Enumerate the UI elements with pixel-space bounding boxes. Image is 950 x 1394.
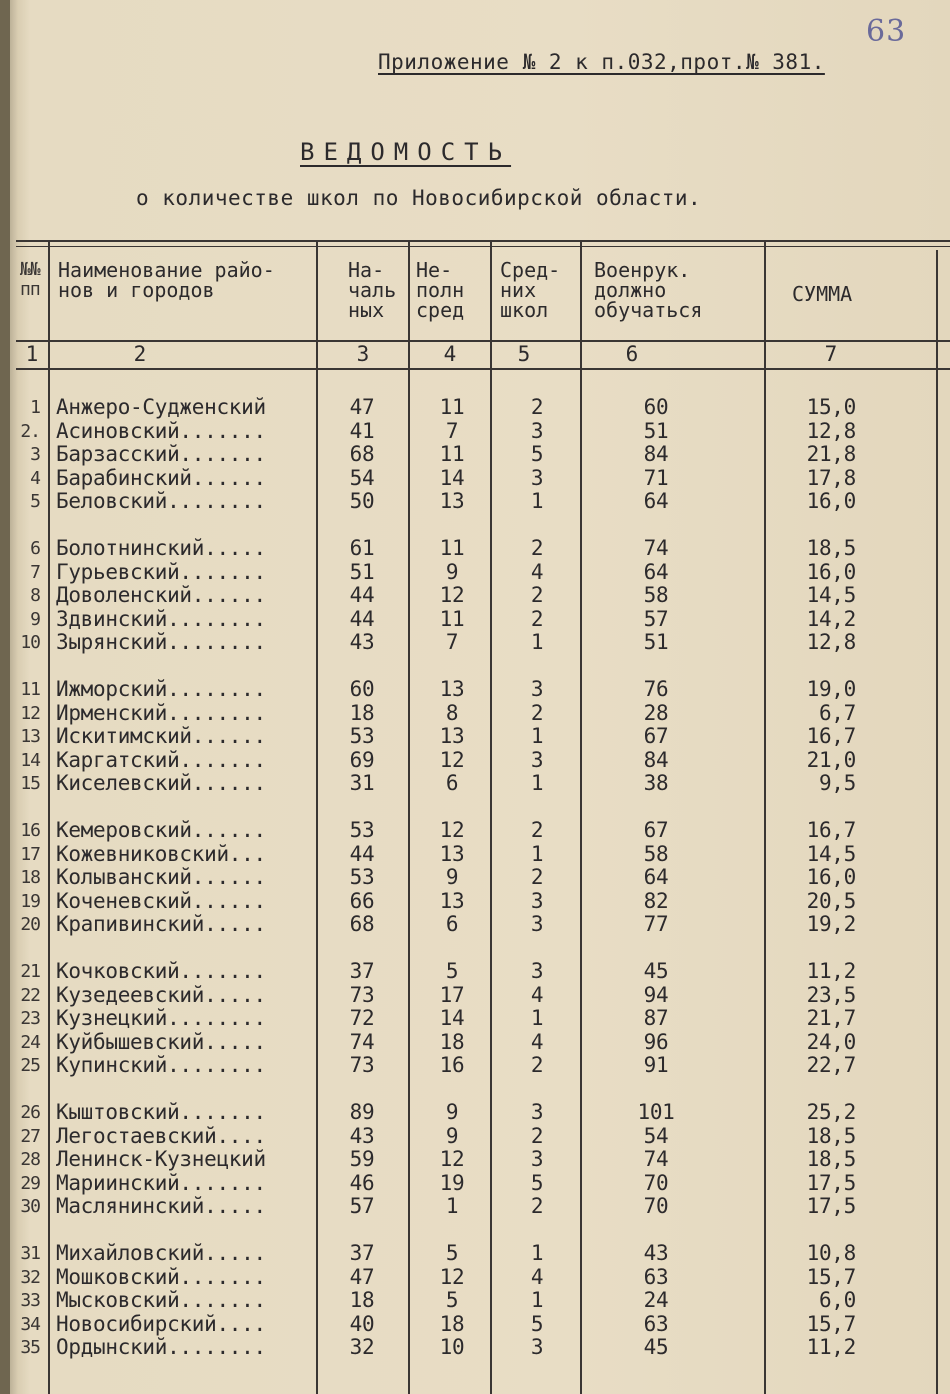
page-number: 63 — [866, 14, 907, 49]
header-number: №№ пп — [20, 259, 40, 300]
row-number: 22 — [20, 984, 40, 1006]
instructors-to-train: 101 — [637, 1100, 675, 1124]
row-number: 9 — [30, 608, 40, 630]
district-name: Мысковский....... — [56, 1288, 266, 1313]
secondary-schools: 1 — [530, 1288, 544, 1313]
sum: 23,5 — [806, 982, 856, 1007]
secondary-schools: 4 — [530, 1029, 544, 1054]
secondary-schools: 3 — [530, 465, 544, 490]
instructors-to-train: 64 — [643, 559, 669, 584]
primary-schools: 50 — [349, 489, 375, 514]
incomplete-secondary-schools: 13 — [439, 888, 465, 913]
row-number: 33 — [20, 1290, 40, 1312]
instructors-to-train: 57 — [643, 606, 669, 631]
primary-schools: 53 — [349, 818, 375, 842]
sum: 22,7 — [806, 1053, 856, 1078]
sum: 24,0 — [806, 1029, 856, 1054]
incomplete-secondary-schools: 1 — [445, 1194, 459, 1219]
primary-schools: 57 — [349, 1194, 375, 1219]
district-name: Зырянский........ — [56, 630, 266, 655]
row-number: 28 — [20, 1149, 40, 1171]
incomplete-secondary-schools: 11 — [439, 442, 465, 467]
page-binding-edge — [0, 0, 10, 1394]
sum: 6,0 — [818, 1288, 856, 1313]
secondary-schools: 2 — [530, 818, 544, 842]
row-number: 20 — [20, 914, 40, 936]
incomplete-secondary-schools: 12 — [439, 1264, 465, 1289]
row-number: 32 — [20, 1266, 40, 1288]
secondary-schools: 1 — [530, 841, 544, 866]
secondary-schools: 4 — [530, 1264, 544, 1289]
instructors-to-train: 63 — [643, 1311, 669, 1336]
instructors-to-train: 45 — [643, 1335, 669, 1360]
row-number: 3 — [30, 444, 40, 466]
incomplete-secondary-schools: 12 — [439, 818, 465, 842]
secondary-schools: 5 — [530, 1170, 544, 1195]
secondary-schools: 1 — [530, 771, 544, 796]
row-number: 4 — [30, 467, 40, 489]
row-number: 5 — [30, 491, 40, 513]
sum: 12,8 — [806, 418, 856, 443]
incomplete-secondary-schools: 9 — [445, 1123, 459, 1148]
row-number: 34 — [20, 1313, 40, 1335]
district-name: Кожевниковский... — [56, 841, 266, 866]
row-number: 14 — [20, 749, 40, 771]
incomplete-secondary-schools: 12 — [439, 583, 465, 608]
incomplete-secondary-schools: 14 — [439, 465, 465, 490]
primary-schools: 41 — [349, 418, 375, 443]
row-number: 19 — [20, 890, 40, 912]
district-name: Колыванский...... — [56, 865, 266, 890]
district-name: Доволенский...... — [56, 583, 266, 608]
district-name: Гурьевский....... — [56, 559, 266, 584]
instructors-to-train: 94 — [643, 982, 669, 1007]
secondary-schools: 2 — [530, 606, 544, 631]
district-name: Ижморский........ — [56, 677, 266, 701]
instructors-to-train: 60 — [643, 395, 669, 419]
district-name: Мариинский....... — [56, 1170, 266, 1195]
secondary-schools: 2 — [530, 865, 544, 890]
primary-schools: 44 — [349, 583, 375, 608]
primary-schools: 46 — [349, 1170, 375, 1195]
incomplete-secondary-schools: 6 — [445, 912, 459, 937]
secondary-schools: 2 — [530, 536, 544, 560]
incomplete-secondary-schools: 16 — [439, 1053, 465, 1078]
row-number: 24 — [20, 1031, 40, 1053]
secondary-schools: 1 — [530, 1006, 544, 1031]
column-number: 5 — [517, 342, 531, 366]
row-number: 26 — [20, 1102, 40, 1123]
primary-schools: 18 — [349, 700, 375, 725]
primary-schools: 73 — [349, 982, 375, 1007]
sum: 21,7 — [806, 1006, 856, 1031]
sum: 10,8 — [806, 1241, 856, 1265]
secondary-schools: 2 — [530, 1123, 544, 1148]
row-number: 13 — [20, 726, 40, 748]
primary-schools: 43 — [349, 630, 375, 655]
incomplete-secondary-schools: 9 — [445, 1100, 459, 1124]
sum: 15,7 — [806, 1264, 856, 1289]
document-subtitle: о количестве школ по Новосибирской области. — [136, 186, 702, 210]
sum: 15,7 — [806, 1311, 856, 1336]
district-name: Ирменский........ — [56, 700, 266, 725]
instructors-to-train: 70 — [643, 1170, 669, 1195]
sum: 6,7 — [818, 700, 856, 725]
secondary-schools: 3 — [530, 1147, 544, 1172]
secondary-schools: 2 — [530, 395, 544, 419]
row-number: 6 — [30, 538, 40, 559]
primary-schools: 44 — [349, 606, 375, 631]
row-number: 29 — [20, 1172, 40, 1194]
sum: 11,2 — [806, 1335, 856, 1360]
instructors-to-train: 58 — [643, 841, 669, 866]
incomplete-secondary-schools: 17 — [439, 982, 465, 1007]
incomplete-secondary-schools: 11 — [439, 395, 465, 419]
row-number: 30 — [20, 1196, 40, 1218]
sum: 15,0 — [806, 395, 856, 419]
primary-schools: 89 — [349, 1100, 375, 1124]
district-name: Болотнинский..... — [56, 536, 266, 560]
secondary-schools: 1 — [530, 1241, 544, 1265]
instructors-to-train: 43 — [643, 1241, 669, 1265]
appendix-reference: Приложение № 2 к п.032,прот.№ 381. — [378, 50, 825, 74]
column-number: 3 — [356, 342, 370, 366]
incomplete-secondary-schools: 13 — [439, 677, 465, 701]
primary-schools: 53 — [349, 724, 375, 749]
instructors-to-train: 70 — [643, 1194, 669, 1219]
table-top-rule — [16, 240, 950, 242]
secondary-schools: 2 — [530, 1194, 544, 1219]
instructors-to-train: 84 — [643, 747, 669, 772]
incomplete-secondary-schools: 10 — [439, 1335, 465, 1360]
instructors-to-train: 67 — [643, 724, 669, 749]
secondary-schools: 3 — [530, 1335, 544, 1360]
incomplete-secondary-schools: 18 — [439, 1029, 465, 1054]
sum: 16,7 — [806, 724, 856, 749]
sum: 18,5 — [806, 1123, 856, 1148]
instructors-to-train: 91 — [643, 1053, 669, 1078]
instructors-to-train: 82 — [643, 888, 669, 913]
row-number: 7 — [30, 561, 40, 583]
primary-schools: 18 — [349, 1288, 375, 1313]
header-secondary: Сред- них школ — [500, 258, 561, 322]
primary-schools: 37 — [349, 959, 375, 983]
row-number: 18 — [20, 867, 40, 889]
secondary-schools: 2 — [530, 1053, 544, 1078]
header-military-instructors: Военрук. должно обучаться — [594, 258, 703, 322]
instructors-to-train: 77 — [643, 912, 669, 937]
sum: 14,5 — [806, 583, 856, 608]
row-number: 16 — [20, 820, 40, 841]
incomplete-secondary-schools: 6 — [445, 771, 459, 796]
instructors-to-train: 54 — [643, 1123, 669, 1148]
row-number: 8 — [30, 585, 40, 607]
sum: 9,5 — [818, 771, 856, 796]
sum: 11,2 — [806, 959, 856, 983]
instructors-to-train: 74 — [643, 1147, 669, 1172]
row-number: 11 — [20, 679, 40, 700]
primary-schools: 60 — [349, 677, 375, 701]
primary-schools: 37 — [349, 1241, 375, 1265]
secondary-schools: 4 — [530, 559, 544, 584]
primary-schools: 68 — [349, 442, 375, 467]
primary-schools: 68 — [349, 912, 375, 937]
secondary-schools: 3 — [530, 747, 544, 772]
secondary-schools: 1 — [530, 724, 544, 749]
district-name: Анжеро-Судженский — [56, 395, 266, 419]
column-number: 7 — [824, 342, 838, 366]
header-incomplete-secondary: Не- полн сред — [416, 258, 465, 322]
sum: 16,7 — [806, 818, 856, 842]
row-number: 1 — [30, 397, 40, 418]
incomplete-secondary-schools: 5 — [445, 1288, 459, 1313]
sum: 16,0 — [806, 559, 856, 584]
instructors-to-train: 76 — [643, 677, 669, 701]
district-name: Ордынский........ — [56, 1335, 266, 1360]
secondary-schools: 3 — [530, 888, 544, 913]
secondary-schools: 3 — [530, 1100, 544, 1124]
incomplete-secondary-schools: 7 — [445, 418, 459, 443]
instructors-to-train: 87 — [643, 1006, 669, 1031]
primary-schools: 43 — [349, 1123, 375, 1148]
incomplete-secondary-schools: 11 — [439, 606, 465, 631]
instructors-to-train: 58 — [643, 583, 669, 608]
primary-schools: 54 — [349, 465, 375, 490]
incomplete-secondary-schools: 5 — [445, 959, 459, 983]
incomplete-secondary-schools: 14 — [439, 1006, 465, 1031]
row-number: 15 — [20, 773, 40, 795]
incomplete-secondary-schools: 9 — [445, 559, 459, 584]
sum: 14,2 — [806, 606, 856, 631]
instructors-to-train: 64 — [643, 489, 669, 514]
document-title: ВЕДОМОСТЬ — [300, 138, 512, 166]
row-number: 31 — [20, 1243, 40, 1264]
instructors-to-train: 67 — [643, 818, 669, 842]
row-number: 25 — [20, 1055, 40, 1077]
primary-schools: 31 — [349, 771, 375, 796]
sum: 16,0 — [806, 489, 856, 514]
incomplete-secondary-schools: 13 — [439, 724, 465, 749]
colnum-bottom-rule — [16, 368, 950, 370]
incomplete-secondary-schools: 11 — [439, 536, 465, 560]
district-name: Михайловский..... — [56, 1241, 266, 1265]
district-name: Каргатский....... — [56, 747, 266, 772]
incomplete-secondary-schools: 9 — [445, 865, 459, 890]
incomplete-secondary-schools: 12 — [439, 1147, 465, 1172]
sum: 25,2 — [806, 1100, 856, 1124]
secondary-schools: 1 — [530, 489, 544, 514]
secondary-schools: 2 — [530, 700, 544, 725]
instructors-to-train: 74 — [643, 536, 669, 560]
row-number: 35 — [20, 1337, 40, 1359]
district-name: Коченевский...... — [56, 888, 266, 913]
district-name: Кузедеевский..... — [56, 982, 266, 1007]
district-name: Искитимский...... — [56, 724, 266, 749]
incomplete-secondary-schools: 12 — [439, 747, 465, 772]
instructors-to-train: 63 — [643, 1264, 669, 1289]
district-name: Кочковский....... — [56, 959, 266, 983]
instructors-to-train: 64 — [643, 865, 669, 890]
secondary-schools: 2 — [530, 583, 544, 608]
sum: 17,5 — [806, 1194, 856, 1219]
instructors-to-train: 96 — [643, 1029, 669, 1054]
primary-schools: 66 — [349, 888, 375, 913]
col-divider-7 — [936, 250, 938, 1394]
primary-schools: 59 — [349, 1147, 375, 1172]
incomplete-secondary-schools: 5 — [445, 1241, 459, 1265]
primary-schools: 73 — [349, 1053, 375, 1078]
row-number: 12 — [20, 702, 40, 724]
secondary-schools: 5 — [530, 1311, 544, 1336]
sum: 14,5 — [806, 841, 856, 866]
sum: 20,5 — [806, 888, 856, 913]
row-number: 2. — [20, 420, 40, 442]
instructors-to-train: 51 — [643, 630, 669, 655]
sum: 17,8 — [806, 465, 856, 490]
column-number: 2 — [133, 342, 147, 366]
district-name: Барабинский...... — [56, 465, 266, 490]
district-name: Кыштовский....... — [56, 1100, 266, 1124]
district-name: Крапивинский..... — [56, 912, 266, 937]
row-number: 27 — [20, 1125, 40, 1147]
row-number: 10 — [20, 632, 40, 654]
secondary-schools: 1 — [530, 630, 544, 655]
instructors-to-train: 71 — [643, 465, 669, 490]
primary-schools: 74 — [349, 1029, 375, 1054]
district-name: Купинский........ — [56, 1053, 266, 1078]
sum: 16,0 — [806, 865, 856, 890]
sum: 21,8 — [806, 442, 856, 467]
secondary-schools: 4 — [530, 982, 544, 1007]
column-number: 1 — [25, 342, 39, 366]
primary-schools: 51 — [349, 559, 375, 584]
district-name: Маслянинский..... — [56, 1194, 266, 1219]
secondary-schools: 3 — [530, 959, 544, 983]
primary-schools: 40 — [349, 1311, 375, 1336]
district-name: Мошковский....... — [56, 1264, 266, 1289]
district-name: Кузнецкий........ — [56, 1006, 266, 1031]
sum: 21,0 — [806, 747, 856, 772]
header-primary: На- чаль ных — [348, 258, 397, 322]
primary-schools: 47 — [349, 1264, 375, 1289]
primary-schools: 69 — [349, 747, 375, 772]
district-name: Новосибирский.... — [56, 1311, 266, 1336]
sum: 12,8 — [806, 630, 856, 655]
instructors-to-train: 84 — [643, 442, 669, 467]
secondary-schools: 3 — [530, 418, 544, 443]
column-number: 4 — [443, 342, 457, 366]
primary-schools: 44 — [349, 841, 375, 866]
district-name: Асиновский....... — [56, 418, 266, 443]
district-name: Ленинск-Кузнецкий — [56, 1147, 266, 1172]
district-name: Барзасский....... — [56, 442, 266, 467]
incomplete-secondary-schools: 18 — [439, 1311, 465, 1336]
district-name: Легостаевский.... — [56, 1123, 266, 1148]
incomplete-secondary-schools: 8 — [445, 700, 459, 725]
primary-schools: 47 — [349, 395, 375, 419]
incomplete-secondary-schools: 13 — [439, 489, 465, 514]
secondary-schools: 3 — [530, 677, 544, 701]
primary-schools: 72 — [349, 1006, 375, 1031]
incomplete-secondary-schools: 13 — [439, 841, 465, 866]
district-name: Киселевский...... — [56, 771, 266, 796]
instructors-to-train: 38 — [643, 771, 669, 796]
sum: 17,5 — [806, 1170, 856, 1195]
sum: 18,5 — [806, 536, 856, 560]
secondary-schools: 3 — [530, 912, 544, 937]
primary-schools: 53 — [349, 865, 375, 890]
sum: 19,0 — [806, 677, 856, 701]
row-number: 21 — [20, 961, 40, 982]
district-name: Кемеровский...... — [56, 818, 266, 842]
incomplete-secondary-schools: 19 — [439, 1170, 465, 1195]
primary-schools: 32 — [349, 1335, 375, 1360]
primary-schools: 61 — [349, 536, 375, 560]
column-number: 6 — [625, 342, 639, 366]
instructors-to-train: 28 — [643, 700, 669, 725]
district-name: Беловский........ — [56, 489, 266, 514]
sum: 19,2 — [806, 912, 856, 937]
col-divider-1 — [48, 240, 50, 1394]
secondary-schools: 5 — [530, 442, 544, 467]
sum: 18,5 — [806, 1147, 856, 1172]
row-number: 23 — [20, 1008, 40, 1030]
instructors-to-train: 51 — [643, 418, 669, 443]
table-top-rule-inner — [16, 246, 950, 247]
instructors-to-train: 45 — [643, 959, 669, 983]
district-name: Куйбышевский..... — [56, 1029, 266, 1054]
header-district-name: Наименование райо- нов и городов — [58, 258, 275, 302]
row-number: 17 — [20, 843, 40, 865]
incomplete-secondary-schools: 7 — [445, 630, 459, 655]
header-sum: СУММА — [792, 282, 853, 306]
instructors-to-train: 24 — [643, 1288, 669, 1313]
district-name: Здвинский........ — [56, 606, 266, 631]
